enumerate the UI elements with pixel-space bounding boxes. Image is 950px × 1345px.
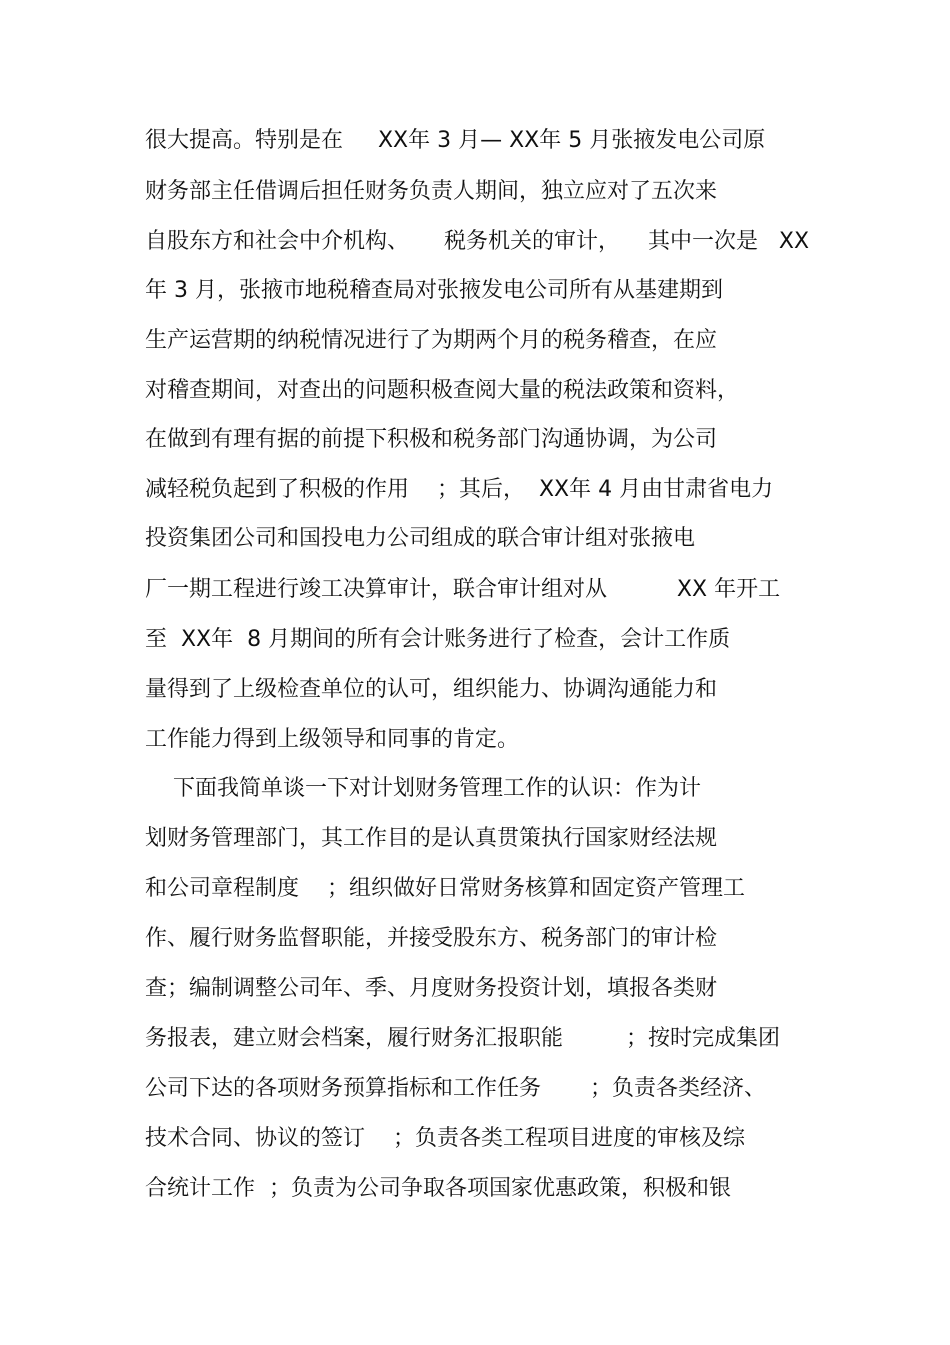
text-line-5: 生产运营期的纳税情况进行了为期两个月的税务稽查，在应 [145, 328, 718, 353]
text-line-22: 合统计工作 ；负责为公司争取各项国家优惠政策，积极和银 [145, 1176, 731, 1201]
text-line-16: 和公司章程制度 ；组织做好日常财务核算和固定资产管理工 [145, 876, 745, 901]
text-line-1: 很大提高。特别是在 XX年 3 月— XX年 5 月张掖发电公司原 [145, 128, 766, 153]
text-line-7: 在做到有理有据的前提下积极和税务部门沟通协调，为公司 [145, 427, 718, 452]
text-line-10: 厂一期工程进行竣工决算审计，联合审计组对从 XX 年开工 [145, 577, 781, 602]
text-line-13: 工作能力得到上级领导和同事的肯定。 [145, 727, 520, 752]
text-line-12: 量得到了上级检查单位的认可，组织能力、协调沟通能力和 [145, 677, 718, 702]
text-line-2: 财务部主任借调后担任财务负责人期间，独立应对了五次来 [145, 179, 718, 204]
text-line-11: 至 XX年 8 月期间的所有会计账务进行了检查，会计工作质 [145, 627, 731, 652]
text-line-4: 年 3 月，张掖市地税稽查局对张掖发电公司所有从基建期到 [145, 278, 723, 303]
text-line-21: 技术合同、协议的签订 ；负责各类工程项目进度的审核及综 [145, 1126, 745, 1151]
text-line-17: 作、履行财务监督职能，并接受股东方、税务部门的审计检 [145, 926, 718, 951]
text-line-9: 投资集团公司和国投电力公司组成的联合审计组对张掖电 [145, 526, 696, 551]
text-line-6: 对稽查期间，对查出的问题积极查阅大量的税法政策和资料， [145, 378, 740, 403]
text-line-20: 公司下达的各项财务预算指标和工作任务 ；负责各类经济、 [145, 1076, 766, 1101]
text-line-19: 务报表，建立财会档案，履行财务汇报职能 ；按时完成集团 [145, 1026, 780, 1051]
text-line-3: 自股东方和社会中介机构、 税务机关的审计， 其中一次是 XX [145, 229, 810, 254]
text-line-18: 查；编制调整公司年、季、月度财务投资计划，填报各类财 [145, 976, 718, 1001]
text-line-8: 减轻税负起到了积极的作用 ；其后， XX年 4 月由甘肃省电力 [145, 477, 774, 502]
text-line-15: 划财务管理部门，其工作目的是认真贯策执行国家财经法规 [145, 826, 718, 851]
text-line-14: 下面我简单谈一下对计划财务管理工作的认识：作为计 [145, 776, 701, 801]
